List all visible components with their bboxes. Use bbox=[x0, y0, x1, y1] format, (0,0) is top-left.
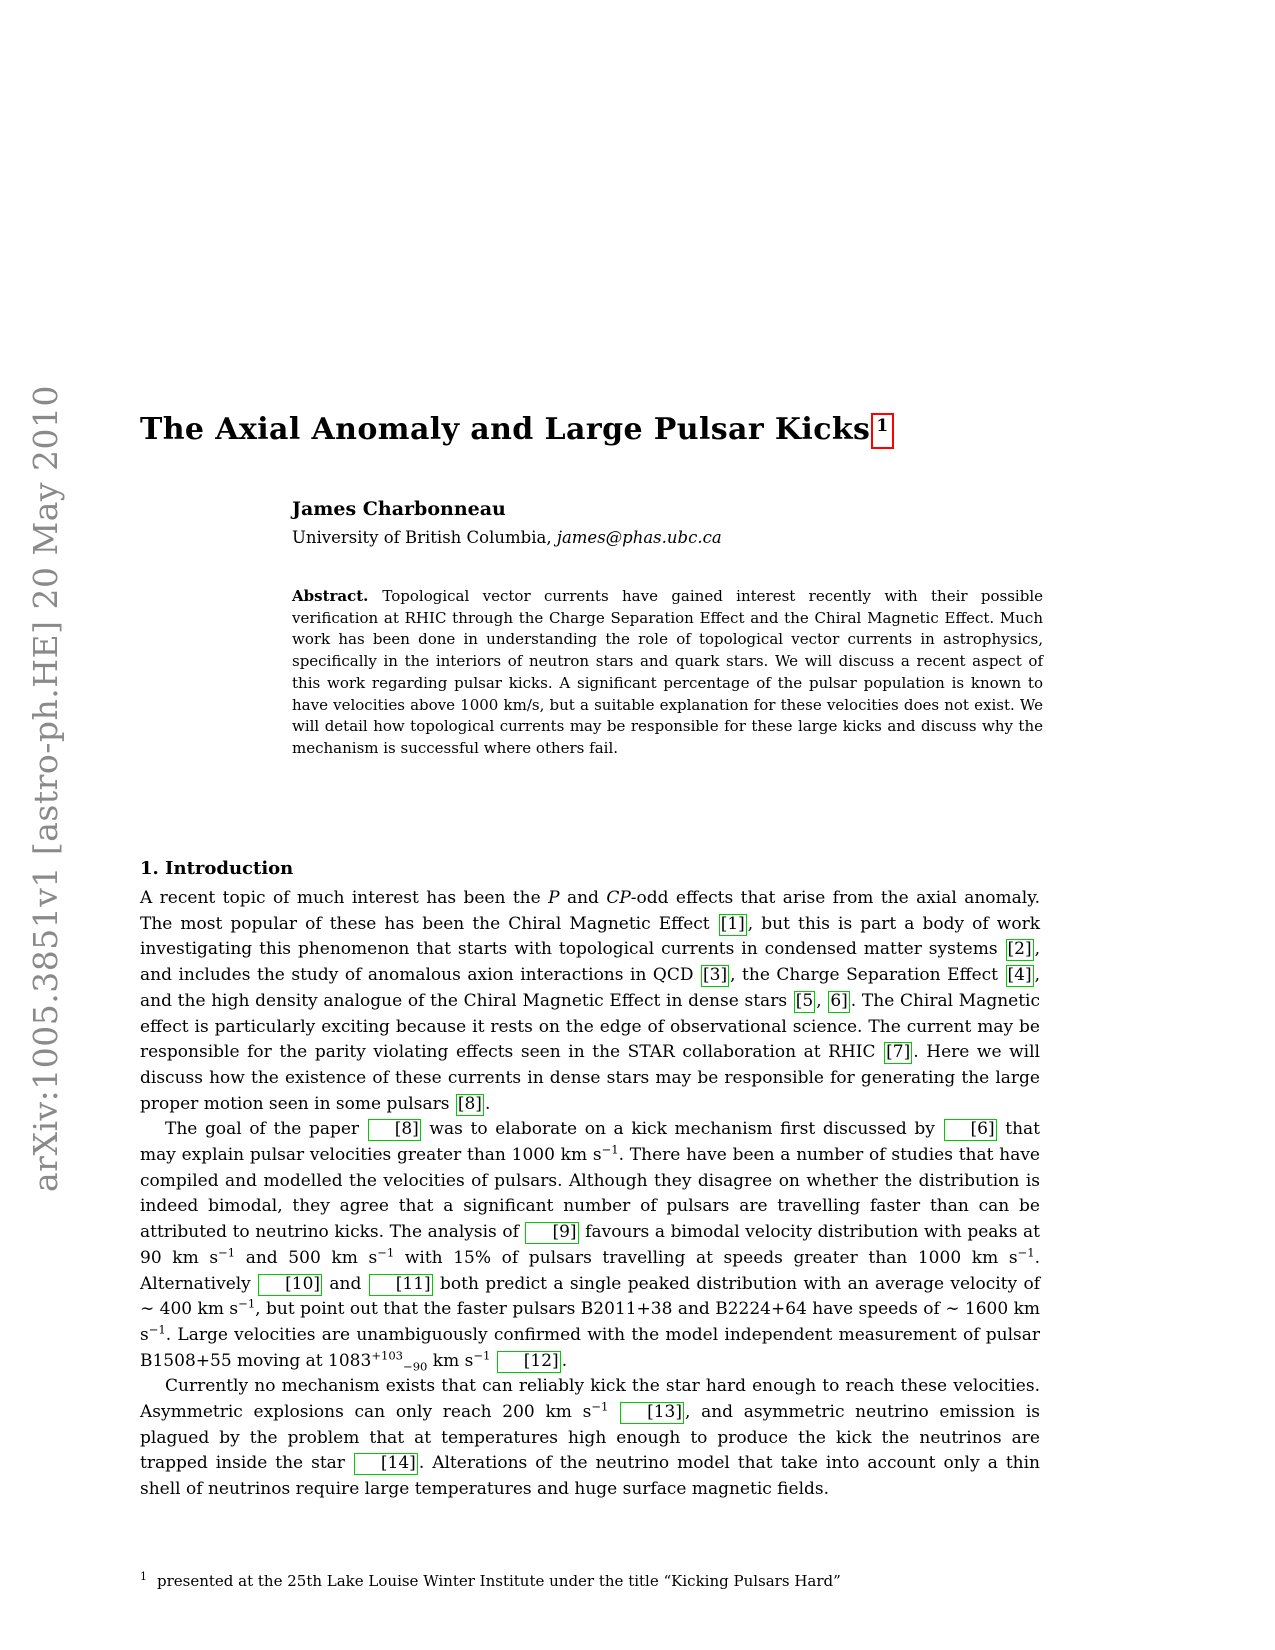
author-email: james@phas.ubc.ca bbox=[556, 528, 722, 547]
citation-link[interactable]: [11] bbox=[369, 1274, 433, 1296]
citation-link[interactable]: [3] bbox=[703, 965, 728, 986]
citation-link[interactable]: 6] bbox=[830, 990, 848, 1011]
abstract bbox=[292, 586, 1043, 760]
author-affiliation bbox=[292, 528, 722, 547]
citation-link[interactable]: [1] bbox=[720, 913, 745, 934]
citation-link[interactable]: [9] bbox=[525, 1222, 578, 1244]
citation-link[interactable]: [10] bbox=[258, 1274, 322, 1296]
introduction-body bbox=[140, 886, 1040, 1503]
title-footnote-link[interactable]: 1 bbox=[871, 413, 893, 449]
citation-link[interactable]: [8] bbox=[368, 1119, 421, 1141]
paper-title bbox=[140, 412, 1120, 449]
citation-link[interactable]: [2] bbox=[1007, 939, 1032, 960]
intro-paragraph-2: The goal of the paper [8] was to elaborate on a kick mechanism first discussed by [6] that may explain pulsar velocities greater than 1000 km $s^{-1}$. There have been a number of studies that have compiled and modelled the velocities of pulsars. Although they disagree on whether the distribution is indeed bimodal, they agree that a significant number of pulsars are travelling faster than can be attributed to neutrino kicks. The analysis of [9] favours a bimodal velocity distribution with peaks at 90 km $s^{-1}$ and 500 km $s^{-1}$ with 15% of pulsars travelling at speeds greater than 1000 km $s^{-1}$. Alternatively [10] and [11] both predict a single peaked distribution with an average velocity of ∼ 400 km $s^{-1}$, but point out that the faster pulsars B2011+38 and B2224+64 have speeds of ∼ 1600 km $s^{-1}$. Large velocities are unambiguously confirmed with the model independent measurement of pulsar B1508+55 moving at $1083^{+103}_{-90}$ km $s^{-1}$ [12] . bbox=[140, 1119, 1040, 1374]
citation-link[interactable]: [8] bbox=[457, 1093, 482, 1114]
citation-link[interactable]: [7] bbox=[886, 1042, 911, 1063]
footnote-text: presented at the 25th Lake Louise Winter Institute under the title “Kicking Pulsars Hard” bbox=[157, 1572, 841, 1590]
affiliation-text: University of British Columbia, bbox=[292, 528, 557, 547]
abstract-text: Topological vector currents have gained interest recently with their possible verification at RHIC through the Charge Separation Effect and the Chiral Magnetic Effect. Much work has been done in understanding the role of topological vector currents in astrophysics, specifically in the interiors of neutron stars and quark stars. We will discuss a recent aspect of this work regarding pulsar kicks. A significant percentage of the pulsar population is known to have velocities above 1000 km/s, but a suitable explanation for these velocities does not exist. We will detail how topological currents may be responsible for these large kicks and discuss why the mechanism is successful where others fail. bbox=[292, 587, 1043, 757]
citation-link[interactable]: [4] bbox=[1007, 965, 1032, 986]
footnote-marker: 1 bbox=[140, 1570, 147, 1583]
citation-link[interactable]: [5 bbox=[795, 990, 814, 1011]
intro-paragraph-3: Currently no mechanism exists that can reliably kick the star hard enough to reach these velocities. Asymmetric explosions can only reach 200 km $s^{-1}$ [13] , and asymmetric neutrino emission is plagued by the problem that at temperatures high enough to produce the kick the neutrinos are trapped inside the star [14] . Alterations of the neutrino model that take into account only a thin shell of neutrinos require large temperatures and huge surface magnetic fields. bbox=[140, 1376, 1040, 1500]
paper-title-text: The Axial Anomaly and Large Pulsar Kicks bbox=[140, 412, 871, 447]
abstract-label: Abstract. bbox=[292, 587, 369, 605]
citation-link[interactable]: [12] bbox=[497, 1351, 561, 1373]
citation-link[interactable]: [14] bbox=[354, 1453, 418, 1475]
arxiv-watermark: arXiv:1005.3851v1 [astro-ph.HE] 20 May 2010 bbox=[26, 384, 65, 1192]
section-heading-introduction: 1. Introduction bbox=[140, 858, 294, 879]
intro-paragraph-1: A recent topic of much interest has been the P and CP-odd effects that arise from the axial anomaly. The most popular of these has been the Chiral Magnetic Effect [1] , but this is part a body of work investigating this phenomenon that starts with topological currents in condensed matter systems [2] , and includes the study of anomalous axion interactions in QCD [3] , the Charge Separation Effect [4] , and the high density analogue of the Chiral Magnetic Effect in dense stars [5 , 6] . The Chiral Magnetic effect is particularly exciting because it rests on the edge of observational science. The current may be responsible for the parity violating effects seen in the STAR collaboration at RHIC [7] . Here we will discuss how the existence of these currents in dense stars may be responsible for generating the large proper motion seen in some pulsars [8] . bbox=[140, 888, 1041, 1114]
citation-link[interactable]: [13] bbox=[620, 1402, 684, 1424]
citation-link[interactable]: [6] bbox=[944, 1119, 997, 1141]
author-name: James Charbonneau bbox=[292, 498, 506, 520]
footnote bbox=[140, 1572, 1040, 1590]
